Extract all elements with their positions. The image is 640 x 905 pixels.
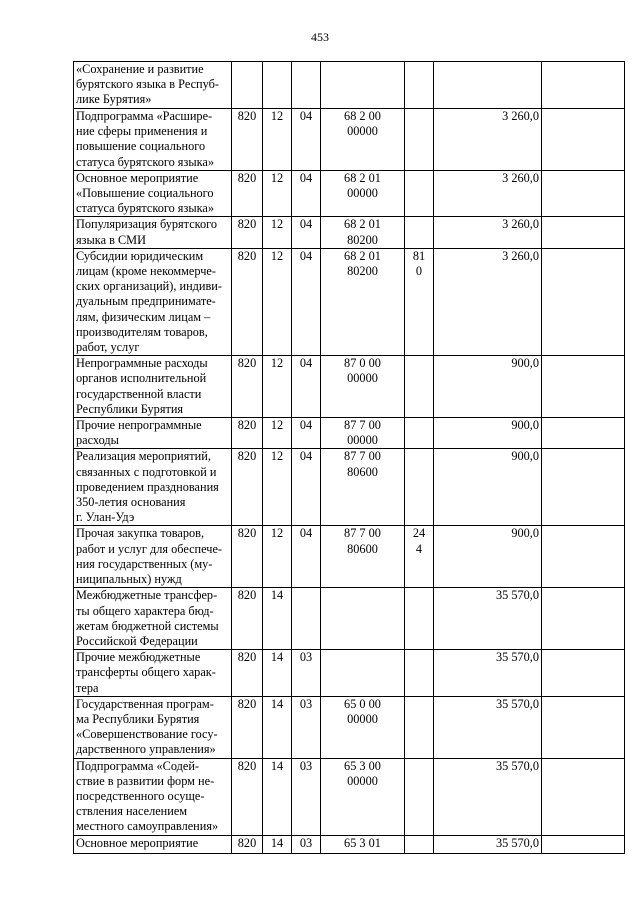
table-row [74, 449, 625, 526]
row-ministry-code-cell: 820 [232, 356, 263, 418]
row-expense-type-cell [405, 588, 434, 650]
table-row [74, 758, 625, 835]
row-amount-cell: 900,0 [434, 526, 542, 588]
row-target-article-cell: 87 0 00 00000 [321, 356, 405, 418]
row-ministry-code-cell: 820 [232, 217, 263, 248]
row-section-code-cell: 12 [263, 526, 292, 588]
page-number: 453 [311, 30, 329, 44]
row-target-article-cell [321, 588, 405, 650]
row-subsection-code-cell: 03 [292, 650, 321, 697]
row-subsection-code-cell: 04 [292, 248, 321, 355]
row-amount-cell: 35 570,0 [434, 650, 542, 697]
row-subsection-code-cell: 04 [292, 109, 321, 171]
row-section-code-cell: 14 [263, 696, 292, 758]
row-target-article-cell [321, 62, 405, 109]
row-target-article-cell: 65 0 00 00000 [321, 696, 405, 758]
row-ministry-code-cell: 820 [232, 526, 263, 588]
row-expense-type-cell [405, 835, 434, 853]
table-row [74, 588, 625, 650]
row-name-cell: Подпрограмма «Содей- ствие в развитии форм не- посредственного осуще- ствления населением местного самоуправления» [74, 758, 232, 835]
row-empty-cell [542, 835, 625, 853]
row-empty-cell [542, 650, 625, 697]
row-target-article-cell: 65 3 01 [321, 835, 405, 853]
row-subsection-code-cell: 04 [292, 418, 321, 449]
row-amount-cell: 3 260,0 [434, 170, 542, 217]
row-expense-type-cell [405, 449, 434, 526]
row-name-cell: Прочие непрограммные расходы [74, 418, 232, 449]
row-amount-cell: 900,0 [434, 356, 542, 418]
row-ministry-code-cell: 820 [232, 248, 263, 355]
table-row [74, 835, 625, 853]
row-section-code-cell: 12 [263, 356, 292, 418]
row-expense-type-cell [405, 217, 434, 248]
row-subsection-code-cell [292, 588, 321, 650]
row-subsection-code-cell: 04 [292, 526, 321, 588]
row-subsection-code-cell [292, 62, 321, 109]
row-section-code-cell: 14 [263, 588, 292, 650]
row-name-cell: Популяризация бурятского языка в СМИ [74, 217, 232, 248]
row-empty-cell [542, 109, 625, 171]
row-ministry-code-cell: 820 [232, 449, 263, 526]
row-ministry-code-cell: 820 [232, 696, 263, 758]
row-name-cell: Подпрограмма «Расшире- ние сферы применения и повышение социального статуса бурятского языка» [74, 109, 232, 171]
row-target-article-cell: 65 3 00 00000 [321, 758, 405, 835]
row-subsection-code-cell: 04 [292, 170, 321, 217]
row-empty-cell [542, 62, 625, 109]
row-section-code-cell: 12 [263, 418, 292, 449]
row-ministry-code-cell: 820 [232, 835, 263, 853]
row-empty-cell [542, 588, 625, 650]
row-name-cell: Государственная програм- ма Республики Бурятия «Совершенствование госу- дарственного управления» [74, 696, 232, 758]
row-amount-cell: 35 570,0 [434, 696, 542, 758]
row-empty-cell [542, 758, 625, 835]
row-ministry-code-cell: 820 [232, 109, 263, 171]
row-expense-type-cell [405, 418, 434, 449]
row-expense-type-cell [405, 758, 434, 835]
budget-table-body [74, 62, 625, 854]
row-target-article-cell: 87 7 00 80600 [321, 449, 405, 526]
row-amount-cell: 900,0 [434, 418, 542, 449]
row-expense-type-cell [405, 650, 434, 697]
row-section-code-cell: 12 [263, 217, 292, 248]
row-expense-type-cell [405, 696, 434, 758]
row-expense-type-cell: 24 4 [405, 526, 434, 588]
row-name-cell: Основное мероприятие «Повышение социального статуса бурятского языка» [74, 170, 232, 217]
table-row [74, 62, 625, 109]
row-amount-cell [434, 62, 542, 109]
row-expense-type-cell [405, 109, 434, 171]
row-amount-cell: 35 570,0 [434, 835, 542, 853]
table-row [74, 650, 625, 697]
row-subsection-code-cell: 04 [292, 449, 321, 526]
row-empty-cell [542, 696, 625, 758]
row-amount-cell: 900,0 [434, 449, 542, 526]
row-amount-cell: 3 260,0 [434, 217, 542, 248]
row-target-article-cell: 68 2 00 00000 [321, 109, 405, 171]
row-empty-cell [542, 526, 625, 588]
row-ministry-code-cell: 820 [232, 758, 263, 835]
row-ministry-code-cell: 820 [232, 588, 263, 650]
row-section-code-cell: 14 [263, 835, 292, 853]
row-expense-type-cell [405, 170, 434, 217]
row-subsection-code-cell: 03 [292, 835, 321, 853]
row-ministry-code-cell [232, 62, 263, 109]
table-row [74, 696, 625, 758]
budget-table [73, 61, 625, 854]
row-target-article-cell: 68 2 01 80200 [321, 217, 405, 248]
row-name-cell: Прочая закупка товаров, работ и услуг для обеспече- ния государственных (му- ниципальных) нужд [74, 526, 232, 588]
row-empty-cell [542, 248, 625, 355]
row-name-cell: «Сохранение и развитие бурятского языка в Респуб- лике Бурятия» [74, 62, 232, 109]
row-target-article-cell [321, 650, 405, 697]
row-name-cell: Непрограммные расходы органов исполнительной государственной власти Республики Бурятия [74, 356, 232, 418]
row-amount-cell: 35 570,0 [434, 758, 542, 835]
row-subsection-code-cell: 03 [292, 696, 321, 758]
row-name-cell: Прочие межбюджетные трансферты общего харак- тера [74, 650, 232, 697]
row-target-article-cell: 68 2 01 80200 [321, 248, 405, 355]
row-ministry-code-cell: 820 [232, 418, 263, 449]
row-section-code-cell: 14 [263, 758, 292, 835]
row-empty-cell [542, 356, 625, 418]
row-target-article-cell: 87 7 00 00000 [321, 418, 405, 449]
table-row [74, 217, 625, 248]
row-expense-type-cell: 81 0 [405, 248, 434, 355]
row-section-code-cell: 12 [263, 449, 292, 526]
row-section-code-cell: 12 [263, 248, 292, 355]
table-row [74, 526, 625, 588]
row-empty-cell [542, 217, 625, 248]
row-expense-type-cell [405, 62, 434, 109]
row-empty-cell [542, 418, 625, 449]
row-empty-cell [542, 170, 625, 217]
row-name-cell: Межбюджетные трансфер- ты общего характера бюд- жетам бюджетной системы Российской Федерации [74, 588, 232, 650]
row-target-article-cell: 87 7 00 80600 [321, 526, 405, 588]
row-ministry-code-cell: 820 [232, 170, 263, 217]
row-name-cell: Реализация мероприятий, связанных с подготовкой и проведением празднования 350-летия основания г. Улан-Удэ [74, 449, 232, 526]
row-section-code-cell: 12 [263, 109, 292, 171]
row-subsection-code-cell: 03 [292, 758, 321, 835]
row-expense-type-cell [405, 356, 434, 418]
row-ministry-code-cell: 820 [232, 650, 263, 697]
row-name-cell: Основное мероприятие [74, 835, 232, 853]
row-subsection-code-cell: 04 [292, 356, 321, 418]
table-row [74, 170, 625, 217]
row-amount-cell: 3 260,0 [434, 109, 542, 171]
row-target-article-cell: 68 2 01 00000 [321, 170, 405, 217]
row-empty-cell [542, 449, 625, 526]
table-row [74, 109, 625, 171]
row-subsection-code-cell: 04 [292, 217, 321, 248]
row-amount-cell: 3 260,0 [434, 248, 542, 355]
row-amount-cell: 35 570,0 [434, 588, 542, 650]
table-row [74, 356, 625, 418]
row-name-cell: Субсидии юридическим лицам (кроме некоммерче- ских организаций), индиви- дуальным предпринимате- лям, физическим лицам – производителям товаров, работ, услуг [74, 248, 232, 355]
row-section-code-cell [263, 62, 292, 109]
row-section-code-cell: 14 [263, 650, 292, 697]
row-section-code-cell: 12 [263, 170, 292, 217]
table-row [74, 418, 625, 449]
table-row [74, 248, 625, 355]
